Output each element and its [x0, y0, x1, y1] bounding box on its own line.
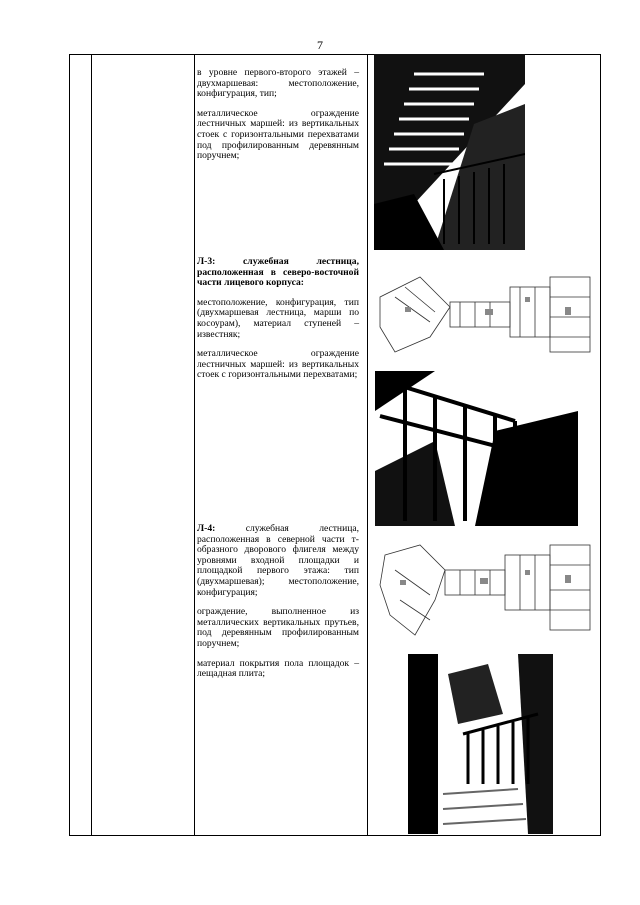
floor-plan [375, 267, 595, 362]
section-heading: Л-3: служебная лестница, расположенная в северо-восточной части лицевого корпуса: [197, 256, 359, 289]
section-1-text [197, 68, 359, 171]
paragraph: материал покрытия пола площадок – лещадная плита; [197, 657, 359, 680]
column-divider [367, 54, 368, 836]
staircase-photo [374, 54, 525, 250]
paragraph: Л-4: служебная лестница, расположенная в северной части т-образного дворового флигеля между уровнями входной площадки и площадкой первого этажа: тип (двухмаршевая); местоположение, конфигурация; [197, 523, 359, 598]
column-divider [194, 54, 195, 836]
staircase-photo [375, 371, 578, 526]
section-2-text [197, 257, 359, 390]
paragraph: местоположение, конфигурация, тип (двухмаршевая лестница, марши по косоурам), материал ступеней – известняк; [197, 296, 359, 340]
page-number: 7 [317, 38, 323, 52]
paragraph: металлическое ограждение лестничных маршей: из вертикальных стоек с горизонтальными перехватами под профилированным деревянным поручнем; [197, 107, 359, 162]
object-table [69, 54, 601, 836]
table-border-left [69, 54, 70, 836]
table-border-right [600, 54, 601, 836]
column-divider [91, 54, 92, 836]
paragraph: в уровне первого-второго этажей – двухмаршевая: местоположение, конфигурация, тип; [197, 67, 359, 100]
staircase-photo [408, 654, 553, 834]
section-3-text [197, 524, 359, 689]
floor-plan [375, 540, 595, 640]
paragraph: металлическое ограждение лестничных маршей: из вертикальных стоек с горизонтальными перехватами; [197, 348, 359, 381]
paragraph: ограждение, выполненное из металлических вертикальных прутьев, под деревянным профилированным поручнем; [197, 606, 359, 649]
table-border-bottom [69, 835, 601, 836]
